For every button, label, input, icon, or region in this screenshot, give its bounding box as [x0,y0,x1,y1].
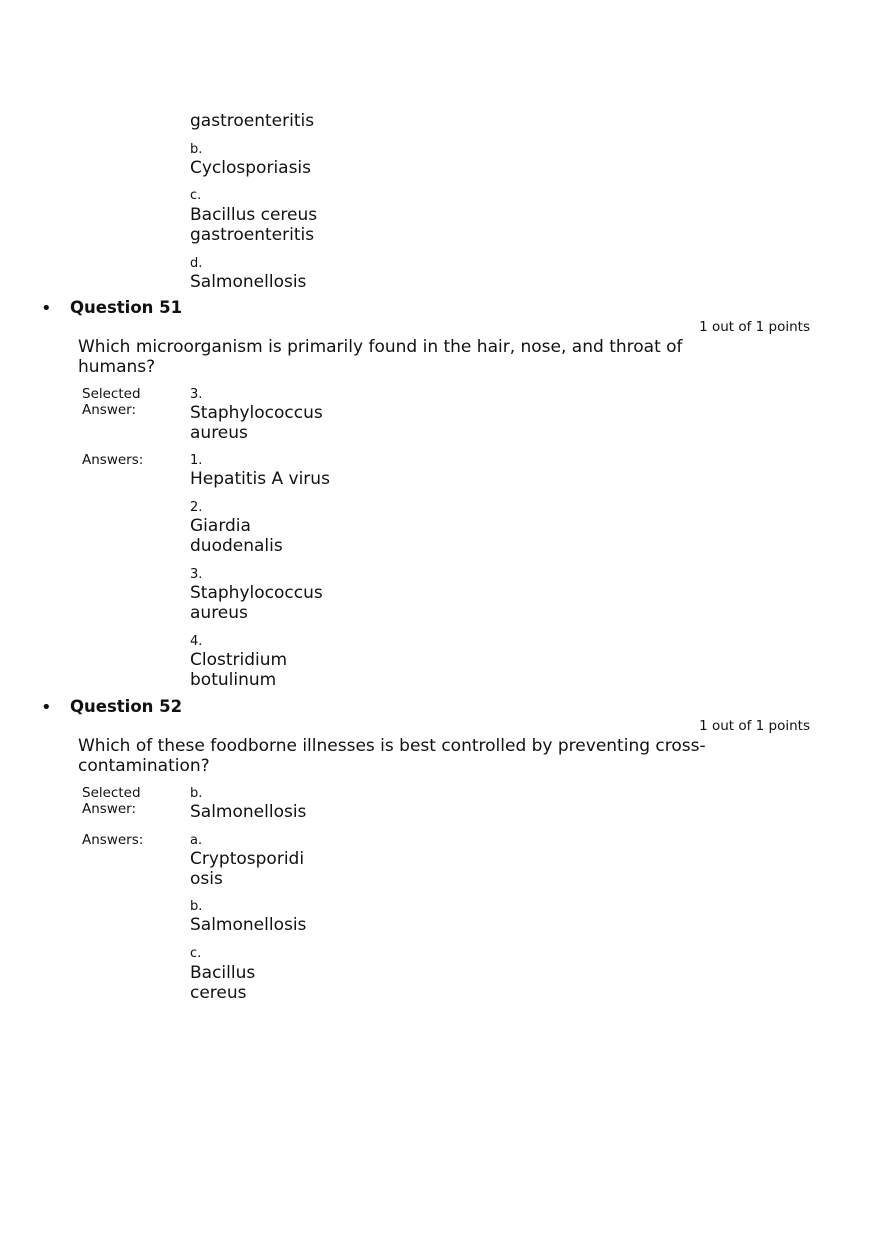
question-52-prompt-line-2: contamination? [78,756,210,776]
prev-option-c-letter: c. [190,188,202,203]
prev-option-b-text: Cyclosporiasis [190,158,312,178]
prev-option-d-letter: d. [190,256,203,271]
question-52-answer-c-line-1: Bacillus [190,963,256,983]
prev-option-a-line-2: gastroenteritis [190,111,315,131]
prev-option-c-line-2: gastroenteritis [190,225,315,245]
question-52-title: Question 52 [70,697,183,716]
question-51-selected-line-2: aureus [190,423,248,443]
question-51-answer-4-letter: 4. [190,634,203,649]
question-51-answer-1-text: Hepatitis A virus [190,469,330,489]
question-52-selected-label-2: Answer: [82,801,137,817]
question-52-points: 1 out of 1 points [699,718,810,734]
question-52-answer-a-letter: a. [190,833,203,848]
prev-option-c-line-1: Bacillus cereus [190,205,318,225]
question-51-prompt-line-2: humans? [78,357,156,377]
question-51-answer-3-letter: 3. [190,567,203,582]
question-51-answers-label: Answers: [82,452,144,468]
question-51-answer-4-line-1: Clostridium [190,650,288,670]
question-51-answer-2-line-2: duodenalis [190,536,283,556]
question-52-selected-letter: b. [190,786,203,801]
question-51-answer-3-line-2: aureus [190,603,248,623]
question-52-answer-a-line-2: osis [190,869,223,889]
question-51-selected-label-2: Answer: [82,402,137,418]
question-52-prompt-line-1: Which of these foodborne illnesses is best controlled by preventing cross- [78,736,706,756]
question-51-bullet: • [41,298,52,319]
question-52-answer-c-line-2: cereus [190,983,247,1003]
question-51-answer-2-line-1: Giardia [190,516,251,536]
question-52-selected-text: Salmonellosis [190,802,307,822]
question-51-title: Question 51 [70,298,183,317]
prev-option-d-text: Salmonellosis [190,272,307,292]
question-51-selected-letter: 3. [190,387,203,402]
question-51-selected-line-1: Staphylococcus [190,403,323,423]
question-52-answer-c-letter: c. [190,946,202,961]
question-51-prompt-line-1: Which microorganism is primarily found in the hair, nose, and throat of [78,337,683,357]
question-52-selected-label-1: Selected [82,785,141,801]
question-51-answer-4-line-2: botulinum [190,670,277,690]
question-51-selected-label-1: Selected [82,386,141,402]
question-52-answer-a-line-1: Cryptosporidi [190,849,305,869]
question-52-answer-b-text: Salmonellosis [190,915,307,935]
question-51-answer-1-letter: 1. [190,453,203,468]
question-51-answer-3-line-1: Staphylococcus [190,583,323,603]
question-52-answers-label: Answers: [82,832,144,848]
question-52-answer-b-letter: b. [190,899,203,914]
question-52-bullet: • [41,697,52,718]
question-51-answer-2-letter: 2. [190,500,203,515]
prev-option-b-letter: b. [190,142,203,157]
question-51-points: 1 out of 1 points [699,319,810,335]
